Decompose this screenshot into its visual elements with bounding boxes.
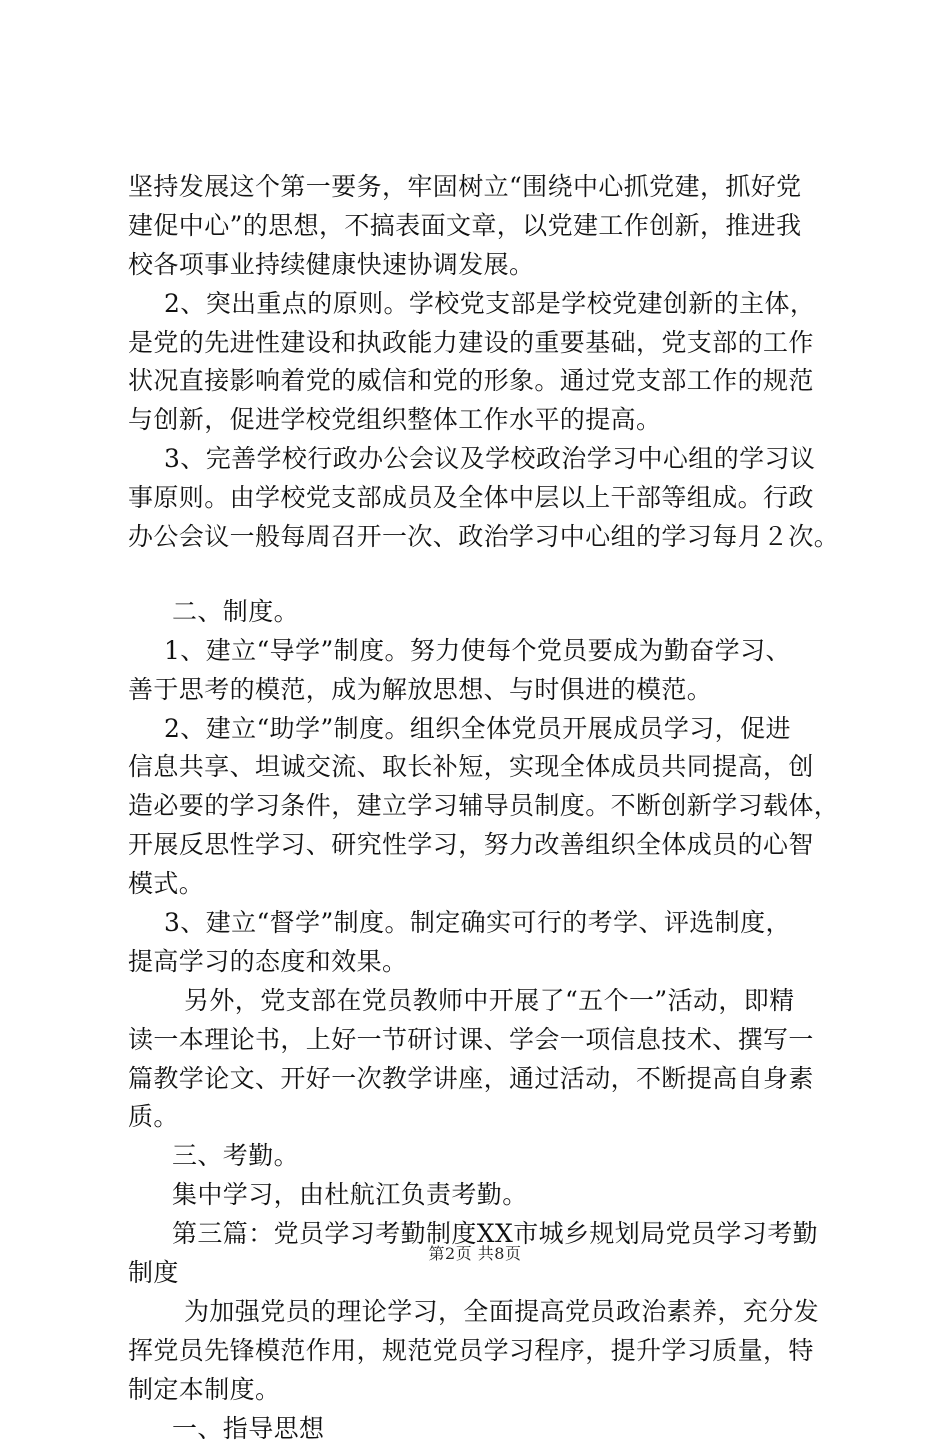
chapter-title: 第三篇：党员学习考勤制度XX市城乡规划局党员学习考勤 xyxy=(172,1219,818,1249)
text-line: 集中学习，由杜航江负责考勤。 xyxy=(172,1180,528,1210)
text-line: 提高学习的态度和效果。 xyxy=(128,946,408,976)
text-line: 为加强党员的理论学习，全面提高党员政治素养，充分发 xyxy=(184,1296,820,1326)
chapter-title: 制度 xyxy=(128,1258,179,1288)
text-line: 状况直接影响着党的威信和党的形象。通过党支部工作的规范 xyxy=(128,366,814,396)
text-line: 开展反思性学习、研究性学习，努力改善组织全体成员的心智 xyxy=(128,830,814,860)
text-line: 3、建立“督学”制度。制定确实可行的考学、评选制度， xyxy=(164,908,791,938)
text-line: 读一本理论书，上好一节研讨课、学会一项信息技术、撰写一 xyxy=(128,1024,814,1054)
paragraph-gap xyxy=(128,557,838,593)
text-line: 1、建立“导学”制度。努力使每个党员要成为勤奋学习、 xyxy=(164,635,791,665)
text-line: 篇教学论文、开好一次教学讲座，通过活动，不断提高自身素 xyxy=(128,1063,814,1093)
text-line: 是党的先进性建设和执政能力建设的重要基础，党支部的工作 xyxy=(128,327,814,357)
page-number-footer: 第2页 共8页 xyxy=(428,1244,522,1263)
text-line: 善于思考的模范，成为解放思想、与时俱进的模范。 xyxy=(128,674,713,704)
text-line: 2、建立“助学”制度。组织全体党员开展成员学习，促进 xyxy=(164,713,791,743)
text-line: 事原则。由学校党支部成员及全体中层以上干部等组成。行政 xyxy=(128,483,814,513)
text-line: 与创新，促进学校党组织整体工作水平的提高。 xyxy=(128,405,662,435)
text-line: 坚持发展这个第一要务，牢固树立“围绕中心抓党建，抓好党 xyxy=(128,172,802,201)
section-heading: 三、考勤。 xyxy=(172,1141,300,1171)
text-line: 挥党员先锋模范作用，规范党员学习程序，提升学习质量，特 xyxy=(128,1335,814,1365)
section-heading: 一、指导思想 xyxy=(172,1413,325,1443)
text-line: 质。 xyxy=(128,1102,179,1132)
text-line: 模式。 xyxy=(128,869,205,899)
text-line: 建促中心”的思想，不搞表面文章，以党建工作创新，推进我 xyxy=(128,210,802,240)
text-line: 信息共享、坦诚交流、取长补短，实现全体成员共同提高，创 xyxy=(128,752,814,782)
text-line: 办公会议一般每周召开一次、政治学习中心组的学习每月２次。 xyxy=(128,522,840,552)
text-line: 校各项事业持续健康快速协调发展。 xyxy=(128,249,535,279)
section-heading: 二、制度。 xyxy=(172,596,300,626)
text-line: 3、完善学校行政办公会议及学校政治学习中心组的学习议 xyxy=(164,444,816,474)
text-line: 制定本制度。 xyxy=(128,1374,281,1404)
text-line: 造必要的学习条件，建立学习辅导员制度。不断创新学习载体， xyxy=(128,791,840,821)
text-line: 2、突出重点的原则。学校党支部是学校党建创新的主体， xyxy=(164,288,816,318)
text-line: 另外，党支部在党员教师中开展了“五个一”活动，即精 xyxy=(184,985,795,1015)
